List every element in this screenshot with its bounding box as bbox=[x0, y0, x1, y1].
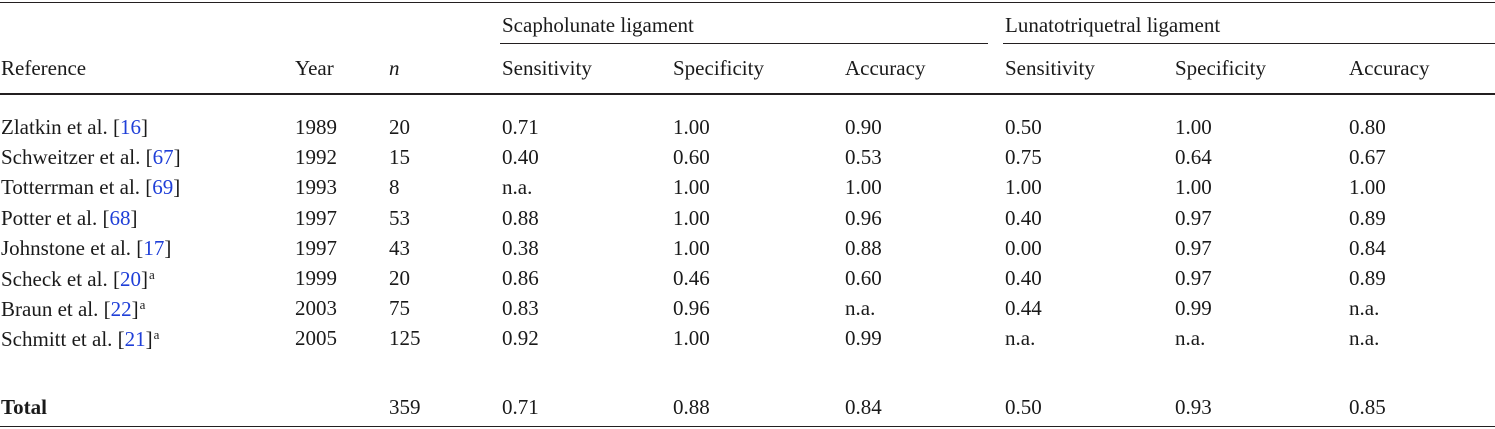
column-header-lt-specificity: Specificity bbox=[1175, 56, 1266, 80]
cell-sl-accuracy: 0.88 bbox=[845, 236, 882, 260]
total-lt-sensitivity: 0.50 bbox=[1005, 395, 1042, 419]
citation-link[interactable]: 67 bbox=[152, 145, 174, 169]
citation-bracket: ] bbox=[140, 115, 148, 139]
cell-lt-accuracy: 0.80 bbox=[1349, 115, 1386, 139]
cell-year: 1997 bbox=[295, 236, 337, 260]
cell-sl-sensitivity: n.a. bbox=[502, 175, 533, 199]
cell-lt-specificity: n.a. bbox=[1175, 326, 1206, 350]
column-header-lt-sensitivity: Sensitivity bbox=[1005, 56, 1095, 80]
cell-lt-accuracy: n.a. bbox=[1349, 326, 1380, 350]
cell-sl-specificity: 0.60 bbox=[673, 145, 710, 169]
column-header-year: Year bbox=[295, 56, 334, 80]
total-sl-sensitivity: 0.71 bbox=[502, 395, 539, 419]
citation-link[interactable]: 17 bbox=[143, 236, 165, 260]
cell-sl-accuracy: 0.90 bbox=[845, 115, 882, 139]
cell-reference bbox=[1, 268, 155, 290]
cell-lt-sensitivity: 0.40 bbox=[1005, 206, 1042, 230]
cell-lt-specificity: 0.99 bbox=[1175, 296, 1212, 320]
cell-reference bbox=[1, 328, 159, 350]
cell-sl-accuracy: 0.53 bbox=[845, 145, 882, 169]
cell-n: 20 bbox=[389, 115, 410, 139]
cell-lt-specificity: 1.00 bbox=[1175, 175, 1212, 199]
header-bottom-rule bbox=[0, 93, 1495, 95]
cell-n: 15 bbox=[389, 145, 410, 169]
citation-bracket: ] bbox=[130, 206, 138, 230]
cell-sl-specificity: 0.46 bbox=[673, 266, 710, 290]
column-header-reference: Reference bbox=[1, 56, 87, 80]
scapholunate-group-rule bbox=[500, 43, 988, 44]
cell-lt-sensitivity: 0.75 bbox=[1005, 145, 1042, 169]
total-lt-accuracy: 0.85 bbox=[1349, 395, 1386, 419]
reference-author: Scheck et al. [ bbox=[1, 267, 120, 292]
cell-reference bbox=[1, 238, 171, 259]
cell-sl-accuracy: 0.99 bbox=[845, 326, 882, 350]
citation-bracket: ] bbox=[140, 267, 148, 292]
reference-author: Potter et al. [ bbox=[1, 206, 110, 230]
cell-year: 2005 bbox=[295, 326, 337, 350]
citation-bracket: ] bbox=[131, 297, 139, 322]
total-n: 359 bbox=[389, 395, 421, 419]
group-header-scapholunate: Scapholunate ligament bbox=[502, 13, 694, 37]
cell-year: 2003 bbox=[295, 296, 337, 320]
citation-link[interactable]: 16 bbox=[119, 115, 141, 139]
table-top-rule bbox=[0, 2, 1495, 3]
reference-author: Totterrman et al. [ bbox=[1, 175, 153, 199]
cell-lt-sensitivity: 0.50 bbox=[1005, 115, 1042, 139]
citation-bracket: ] bbox=[164, 236, 172, 260]
reference-author: Schmitt et al. [ bbox=[1, 327, 125, 352]
cell-lt-specificity: 0.97 bbox=[1175, 206, 1212, 230]
cell-sl-sensitivity: 0.86 bbox=[502, 266, 539, 290]
cell-sl-sensitivity: 0.92 bbox=[502, 326, 539, 350]
cell-sl-sensitivity: 0.38 bbox=[502, 236, 539, 260]
cell-lt-accuracy: 0.84 bbox=[1349, 236, 1386, 260]
cell-sl-specificity: 0.96 bbox=[673, 296, 710, 320]
cell-lt-accuracy: n.a. bbox=[1349, 296, 1380, 320]
cell-sl-sensitivity: 0.71 bbox=[502, 115, 539, 139]
citation-link[interactable]: 21 bbox=[124, 327, 146, 352]
cell-sl-specificity: 1.00 bbox=[673, 115, 710, 139]
cell-lt-accuracy: 0.67 bbox=[1349, 145, 1386, 169]
cell-reference bbox=[1, 147, 181, 168]
citation-bracket: ] bbox=[145, 327, 153, 352]
citation-bracket: ] bbox=[173, 145, 181, 169]
total-sl-accuracy: 0.84 bbox=[845, 395, 882, 419]
cell-reference bbox=[1, 177, 180, 198]
cell-lt-accuracy: 0.89 bbox=[1349, 206, 1386, 230]
cell-lt-specificity: 0.97 bbox=[1175, 236, 1212, 260]
cell-n: 125 bbox=[389, 326, 421, 350]
cell-lt-sensitivity: 0.40 bbox=[1005, 266, 1042, 290]
lunatotriquetral-group-rule bbox=[1003, 43, 1495, 44]
cell-n: 53 bbox=[389, 206, 410, 230]
cell-lt-sensitivity: 0.00 bbox=[1005, 236, 1042, 260]
cell-sl-specificity: 1.00 bbox=[673, 206, 710, 230]
reference-author: Zlatkin et al. [ bbox=[1, 115, 120, 139]
reference-author: Schweitzer et al. [ bbox=[1, 145, 153, 169]
reference-author: Braun et al. [ bbox=[1, 297, 111, 322]
citation-bracket: ] bbox=[173, 175, 181, 199]
citation-link[interactable]: 22 bbox=[110, 297, 132, 322]
cell-sl-specificity: 1.00 bbox=[673, 326, 710, 350]
cell-year: 1992 bbox=[295, 145, 337, 169]
cell-reference bbox=[1, 298, 145, 320]
cell-year: 1993 bbox=[295, 175, 337, 199]
citation-link[interactable]: 68 bbox=[109, 206, 131, 230]
column-header-sl-specificity: Specificity bbox=[673, 56, 764, 80]
cell-n: 75 bbox=[389, 296, 410, 320]
cell-year: 1999 bbox=[295, 266, 337, 290]
footnote-marker: a bbox=[139, 297, 146, 312]
citation-link[interactable]: 69 bbox=[152, 175, 174, 199]
citation-link[interactable]: 20 bbox=[119, 267, 141, 292]
cell-n: 43 bbox=[389, 236, 410, 260]
group-header-lunatotriquetral: Lunatotriquetral ligament bbox=[1005, 13, 1221, 37]
column-header-n: n bbox=[389, 56, 400, 80]
column-header-sl-accuracy: Accuracy bbox=[845, 56, 926, 80]
cell-lt-sensitivity: n.a. bbox=[1005, 326, 1036, 350]
cell-n: 8 bbox=[389, 175, 400, 199]
cell-lt-specificity: 0.64 bbox=[1175, 145, 1212, 169]
cell-sl-accuracy: 1.00 bbox=[845, 175, 882, 199]
cell-year: 1989 bbox=[295, 115, 337, 139]
cell-sl-sensitivity: 0.88 bbox=[502, 206, 539, 230]
table-bottom-rule bbox=[0, 426, 1495, 427]
total-sl-specificity: 0.88 bbox=[673, 395, 710, 419]
column-header-lt-accuracy: Accuracy bbox=[1349, 56, 1430, 80]
total-label: Total bbox=[1, 395, 47, 419]
cell-reference bbox=[1, 208, 137, 229]
cell-n: 20 bbox=[389, 266, 410, 290]
reference-author: Johnstone et al. [ bbox=[1, 236, 144, 260]
cell-sl-specificity: 1.00 bbox=[673, 175, 710, 199]
cell-sl-accuracy: 0.60 bbox=[845, 266, 882, 290]
cell-lt-sensitivity: 1.00 bbox=[1005, 175, 1042, 199]
cell-lt-specificity: 1.00 bbox=[1175, 115, 1212, 139]
cell-sl-sensitivity: 0.83 bbox=[502, 296, 539, 320]
cell-reference bbox=[1, 117, 148, 138]
cell-sl-accuracy: 0.96 bbox=[845, 206, 882, 230]
footnote-marker: a bbox=[153, 327, 160, 342]
total-lt-specificity: 0.93 bbox=[1175, 395, 1212, 419]
column-header-sl-sensitivity: Sensitivity bbox=[502, 56, 592, 80]
cell-lt-accuracy: 1.00 bbox=[1349, 175, 1386, 199]
cell-sl-sensitivity: 0.40 bbox=[502, 145, 539, 169]
cell-sl-accuracy: n.a. bbox=[845, 296, 876, 320]
cell-sl-specificity: 1.00 bbox=[673, 236, 710, 260]
cell-lt-accuracy: 0.89 bbox=[1349, 266, 1386, 290]
cell-lt-specificity: 0.97 bbox=[1175, 266, 1212, 290]
footnote-marker: a bbox=[148, 267, 155, 282]
cell-year: 1997 bbox=[295, 206, 337, 230]
cell-lt-sensitivity: 0.44 bbox=[1005, 296, 1042, 320]
